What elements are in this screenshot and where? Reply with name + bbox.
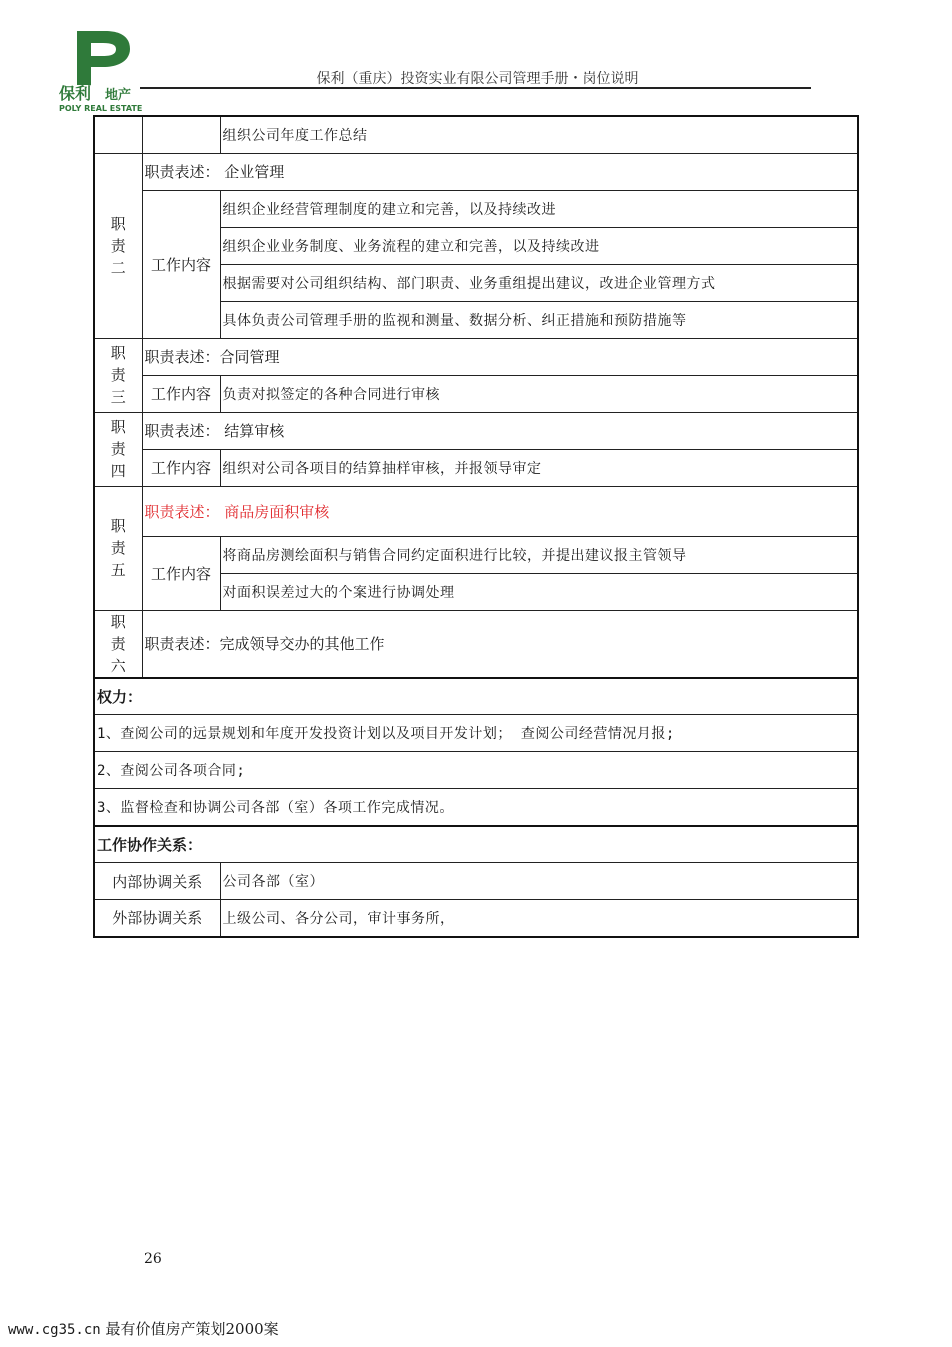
relations-title: 工作协作关系： <box>94 826 858 863</box>
duty-label-text: 职 责 三 <box>110 344 126 406</box>
duty1-tail: 组织公司年度工作总结 <box>220 116 858 153</box>
duty-label-5 <box>94 486 142 610</box>
logo-en: POLY REAL ESTATE <box>59 104 143 113</box>
footer-text: 最有价值房产策划2000案 <box>105 1320 279 1338</box>
company-logo <box>55 27 150 115</box>
header-title: 保利（重庆）投资实业有限公司管理手册・岗位说明 <box>316 71 639 87</box>
authority-item: 1、查阅公司的远景规划和年度开发投资计划以及项目开发计划； 查阅公司经营情况月报; <box>94 715 858 752</box>
duty-desc-5: 职责表述： 商品房面积审核 <box>142 486 858 536</box>
duty-desc-2: 职责表述： 企业管理 <box>142 153 858 190</box>
duty-desc-6: 职责表述：完成领导交办的其他工作 <box>142 610 858 678</box>
authority-title: 权力： <box>94 678 858 715</box>
duty-item: 具体负责公司管理手册的监视和测量、数据分析、纠正措施和预防措施等 <box>220 301 858 338</box>
duty-item: 负责对拟签定的各种合同进行审核 <box>220 375 858 412</box>
content-label-2: 工作内容 <box>142 190 220 338</box>
duty-item: 组织企业业务制度、业务流程的建立和完善，以及持续改进 <box>220 227 858 264</box>
duty-label-text: 职 责 六 <box>110 612 126 675</box>
content-label-4: 工作内容 <box>142 449 220 486</box>
duty-label-6 <box>94 610 142 678</box>
duty-label-2 <box>94 153 142 338</box>
content-label-3: 工作内容 <box>142 375 220 412</box>
duty-label-4 <box>94 412 142 486</box>
header-divider <box>140 87 811 89</box>
page-number: 26 <box>144 1251 162 1267</box>
duty-item: 对面积误差过大的个案进行协调处理 <box>220 573 858 610</box>
relation-label: 内部协调关系 <box>94 863 220 900</box>
authority-item: 2、查阅公司各项合同; <box>94 752 858 789</box>
duty-desc-3: 职责表述：合同管理 <box>142 338 858 375</box>
duty-label-3 <box>94 338 142 412</box>
duty-label-text: 职 责 四 <box>110 418 126 480</box>
content-label-5: 工作内容 <box>142 536 220 610</box>
authority-item: 3、监督检查和协调公司各部（室）各项工作完成情况。 <box>94 789 858 826</box>
relation-value: 上级公司、各分公司，审计事务所， <box>220 900 858 937</box>
footer-url[interactable]: www.cg35.cn <box>8 1322 101 1338</box>
relation-value: 公司各部（室） <box>220 863 858 900</box>
footer <box>8 1318 279 1339</box>
duty-label-text: 职 责 五 <box>110 517 126 579</box>
duty-label-text: 职 责 二 <box>110 214 126 277</box>
job-description-table <box>93 115 859 938</box>
logo-cn2: 地产 <box>105 88 132 103</box>
duty-desc-4: 职责表述： 结算审核 <box>142 412 858 449</box>
duty-item: 将商品房测绘面积与销售合同约定面积进行比较，并提出建议报主管领导 <box>220 536 858 573</box>
duty-item: 组织企业经营管理制度的建立和完善，以及持续改进 <box>220 190 858 227</box>
relation-label: 外部协调关系 <box>94 900 220 937</box>
duty-item: 组织对公司各项目的结算抽样审核，并报领导审定 <box>220 449 858 486</box>
logo-cn: 保利 <box>59 84 92 103</box>
duty-item: 根据需要对公司组织结构、部门职责、业务重组提出建议，改进企业管理方式 <box>220 264 858 301</box>
